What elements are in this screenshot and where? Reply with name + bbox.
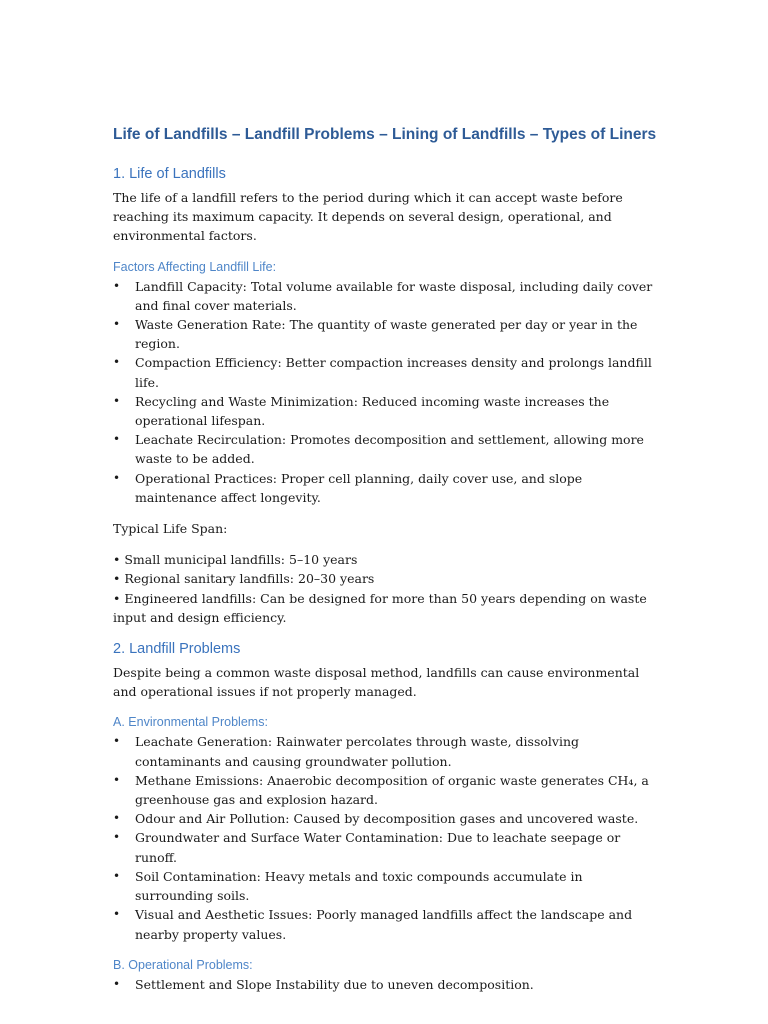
list-item-text: Waste Generation Rate: The quantity of waste generated per day or year in the region. bbox=[135, 317, 638, 352]
list-item-text: Leachate Recirculation: Promotes decomposition and settlement, allowing more waste to be added. bbox=[135, 432, 644, 467]
lifespan-label: Typical Life Span: bbox=[113, 521, 228, 537]
list-item-text: Compaction Efficiency: Better compaction increases density and prolongs landfill life. bbox=[135, 355, 652, 390]
bullet-icon: • bbox=[113, 317, 121, 332]
bullet-icon: • bbox=[113, 868, 121, 883]
bullet-icon: • bbox=[113, 278, 121, 293]
list-item bbox=[113, 430, 658, 468]
op-problems-heading: B. Operational Problems: bbox=[113, 957, 253, 972]
list-item bbox=[113, 828, 658, 866]
list-item-text: Landfill Capacity: Total volume available for waste disposal, including daily cover and final cover materials. bbox=[135, 278, 653, 313]
lifespan-item: • Small municipal landfills: 5–10 years bbox=[113, 552, 358, 568]
section-heading-problems: 2. Landfill Problems bbox=[113, 641, 241, 658]
list-item bbox=[113, 732, 658, 770]
list-item bbox=[113, 771, 658, 809]
bullet-icon: • bbox=[113, 772, 121, 787]
env-problems-heading: A. Environmental Problems: bbox=[113, 715, 268, 730]
list-item-text: Operational Practices: Proper cell planning, daily cover use, and slope maintenance affect longevity. bbox=[135, 470, 583, 505]
list-item bbox=[113, 392, 658, 430]
list-item bbox=[113, 809, 658, 828]
bullet-icon: • bbox=[113, 830, 121, 845]
list-item bbox=[113, 469, 658, 507]
section-life-intro: The life of a landfill refers to the period during which it can accept waste before reaching its maximum capacity. It depends on several design, operational, and environmental factors. bbox=[113, 190, 623, 244]
env-problems-list bbox=[113, 732, 658, 943]
list-item bbox=[113, 353, 658, 391]
bullet-icon: • bbox=[113, 393, 121, 408]
lifespan-item: • Engineered landfills: Can be designed for more than 50 years depending on waste input and design efficiency. bbox=[113, 590, 647, 625]
list-item bbox=[113, 905, 658, 943]
lifespan-list bbox=[113, 550, 658, 627]
list-item bbox=[113, 867, 658, 905]
list-item bbox=[113, 315, 658, 353]
factors-list bbox=[113, 277, 658, 507]
list-item-text: Odour and Air Pollution: Caused by decomposition gases and uncovered waste. bbox=[135, 811, 639, 827]
lifespan-item: • Regional sanitary landfills: 20–30 years bbox=[113, 571, 375, 587]
list-item-text: Groundwater and Surface Water Contamination: Due to leachate seepage or runoff. bbox=[135, 830, 621, 865]
list-item bbox=[113, 277, 658, 315]
list-item-text: Settlement and Slope Instability due to uneven decomposition. bbox=[135, 976, 534, 992]
list-item-text: Methane Emissions: Anaerobic decomposition of organic waste generates CH₄, a greenhouse gas and explosion hazard. bbox=[135, 772, 649, 808]
bullet-icon: • bbox=[113, 976, 121, 991]
list-item-text: Soil Contamination: Heavy metals and toxic compounds accumulate in surrounding soils. bbox=[135, 868, 583, 904]
bullet-icon: • bbox=[113, 734, 121, 749]
list-item-text: Recycling and Waste Minimization: Reduced incoming waste increases the operational lifespan. bbox=[135, 393, 610, 429]
op-problems-list bbox=[113, 975, 658, 994]
document-title: Life of Landfills – Landfill Problems – Lining of Landfills – Types of Liners bbox=[113, 126, 657, 143]
list-item-text: Leachate Generation: Rainwater percolates through waste, dissolving contaminants and causing groundwater pollution. bbox=[135, 734, 580, 769]
list-item bbox=[113, 975, 658, 994]
section-problems-intro: Despite being a common waste disposal method, landfills can cause environmental and operational issues if not properly managed. bbox=[113, 665, 640, 700]
section-heading-life: 1. Life of Landfills bbox=[113, 166, 226, 182]
bullet-icon: • bbox=[113, 470, 121, 485]
document-page bbox=[113, 124, 658, 1006]
bullet-icon: • bbox=[113, 811, 121, 826]
bullet-icon: • bbox=[113, 355, 121, 370]
bullet-icon: • bbox=[113, 907, 121, 922]
list-item-text: Visual and Aesthetic Issues: Poorly managed landfills affect the landscape and nearby property values. bbox=[135, 907, 633, 942]
factors-heading: Factors Affecting Landfill Life: bbox=[113, 259, 277, 274]
bullet-icon: • bbox=[113, 432, 121, 447]
